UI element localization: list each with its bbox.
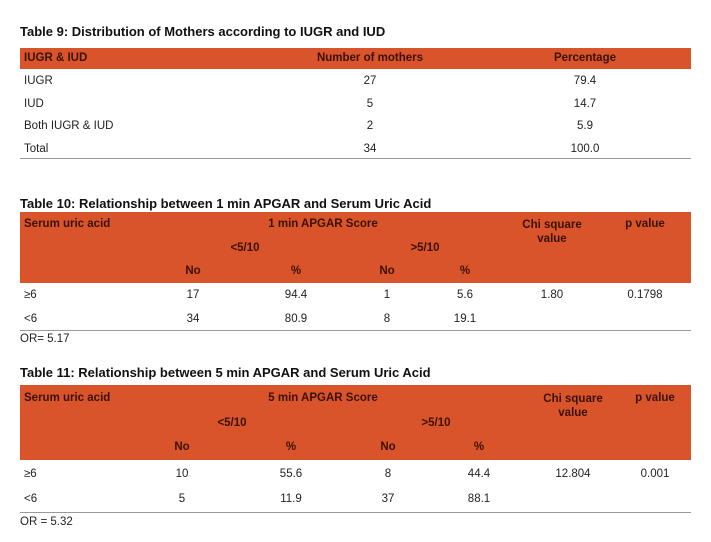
cell-p: 0.1798 [627,289,663,301]
row-percent: 14.7 [573,98,597,110]
cell-chi: 1.80 [540,289,564,301]
table-row [20,92,691,114]
header-p-value: p value [635,392,675,404]
header-lt: <5/10 [230,242,260,254]
header-lt: <5/10 [217,417,247,429]
header-no: No [379,265,395,277]
table10 [20,212,691,331]
table-row [20,487,691,512]
header-no: No [185,265,201,277]
row-count: 34 [363,143,377,155]
header-pct: % [473,441,485,453]
table10-note: OR= 5.17 [20,333,70,345]
table9-caption: Table 9: Distribution of Mothers according to IUGR and IUD [20,24,386,39]
cell-no: 34 [186,313,200,325]
header-gt: >5/10 [410,242,440,254]
row-percent: 5.9 [577,120,593,132]
cell-pct: 88.1 [467,493,491,505]
cell-group: ≥6 [24,468,37,480]
row-count: 2 [366,120,374,132]
table-row [20,283,691,307]
row-label: IUGR [24,75,53,87]
table11-bottom-rule [20,512,691,513]
table9-header-label: IUGR & IUD [24,52,88,64]
table10-bottom-rule [20,330,691,331]
cell-pct: 44.4 [467,468,491,480]
cell-group: ≥6 [24,289,37,301]
row-label: IUD [24,98,44,110]
cell-no: 37 [381,493,395,505]
cell-p: 0.001 [640,468,670,480]
table10-header [20,212,691,283]
header-pct: % [285,441,297,453]
table9-bottom-rule [20,158,691,159]
table9 [20,48,691,159]
header-serum: Serum uric acid [24,392,111,404]
header-pct: % [290,265,302,277]
cell-pct: 5.6 [457,289,473,301]
header-pct: % [459,265,471,277]
table11-note: OR = 5.32 [20,516,73,528]
cell-no: 17 [186,289,200,301]
table-row [20,69,691,92]
cell-pct: 94.4 [284,289,308,301]
header-p-value: p value [625,218,665,230]
table11-header [20,385,691,460]
header-apgar-score: 1 min APGAR Score [268,218,378,230]
row-count: 5 [366,98,374,110]
header-no: No [380,441,396,453]
table-row [20,460,691,487]
cell-no: 10 [175,468,189,480]
cell-group: <6 [24,313,38,325]
row-label: Total [24,143,49,155]
table10-caption: Table 10: Relationship between 1 min APGAR and Serum Uric Acid [20,196,432,211]
table-row [20,114,691,137]
header-apgar-score: 5 min APGAR Score [268,392,378,404]
header-no: No [174,441,190,453]
row-label: Both IUGR & IUD [24,120,114,132]
cell-no: 8 [384,468,392,480]
cell-no: 1 [383,289,391,301]
cell-no: 8 [383,313,391,325]
table11 [20,385,691,512]
cell-pct: 80.9 [284,313,308,325]
header-chi-square: Chi square value [522,219,582,245]
cell-pct: 19.1 [453,313,477,325]
header-gt: >5/10 [421,417,451,429]
table9-header-percent: Percentage [553,52,617,64]
table9-header [20,48,691,69]
header-chi-square: Chi square value [543,393,603,419]
cell-group: <6 [24,493,38,505]
row-percent: 100.0 [570,143,600,155]
table-row [20,137,691,159]
cell-pct: 55.6 [279,468,303,480]
row-count: 27 [363,75,377,87]
cell-pct: 11.9 [280,493,302,505]
cell-no: 5 [178,493,186,505]
table11-caption: Table 11: Relationship between 5 min APGAR and Serum Uric Acid [20,365,431,380]
row-percent: 79.4 [573,75,597,87]
table-row [20,307,691,331]
header-serum: Serum uric acid [24,218,111,230]
cell-chi: 12.804 [555,468,591,480]
table9-header-count: Number of mothers [316,52,424,64]
